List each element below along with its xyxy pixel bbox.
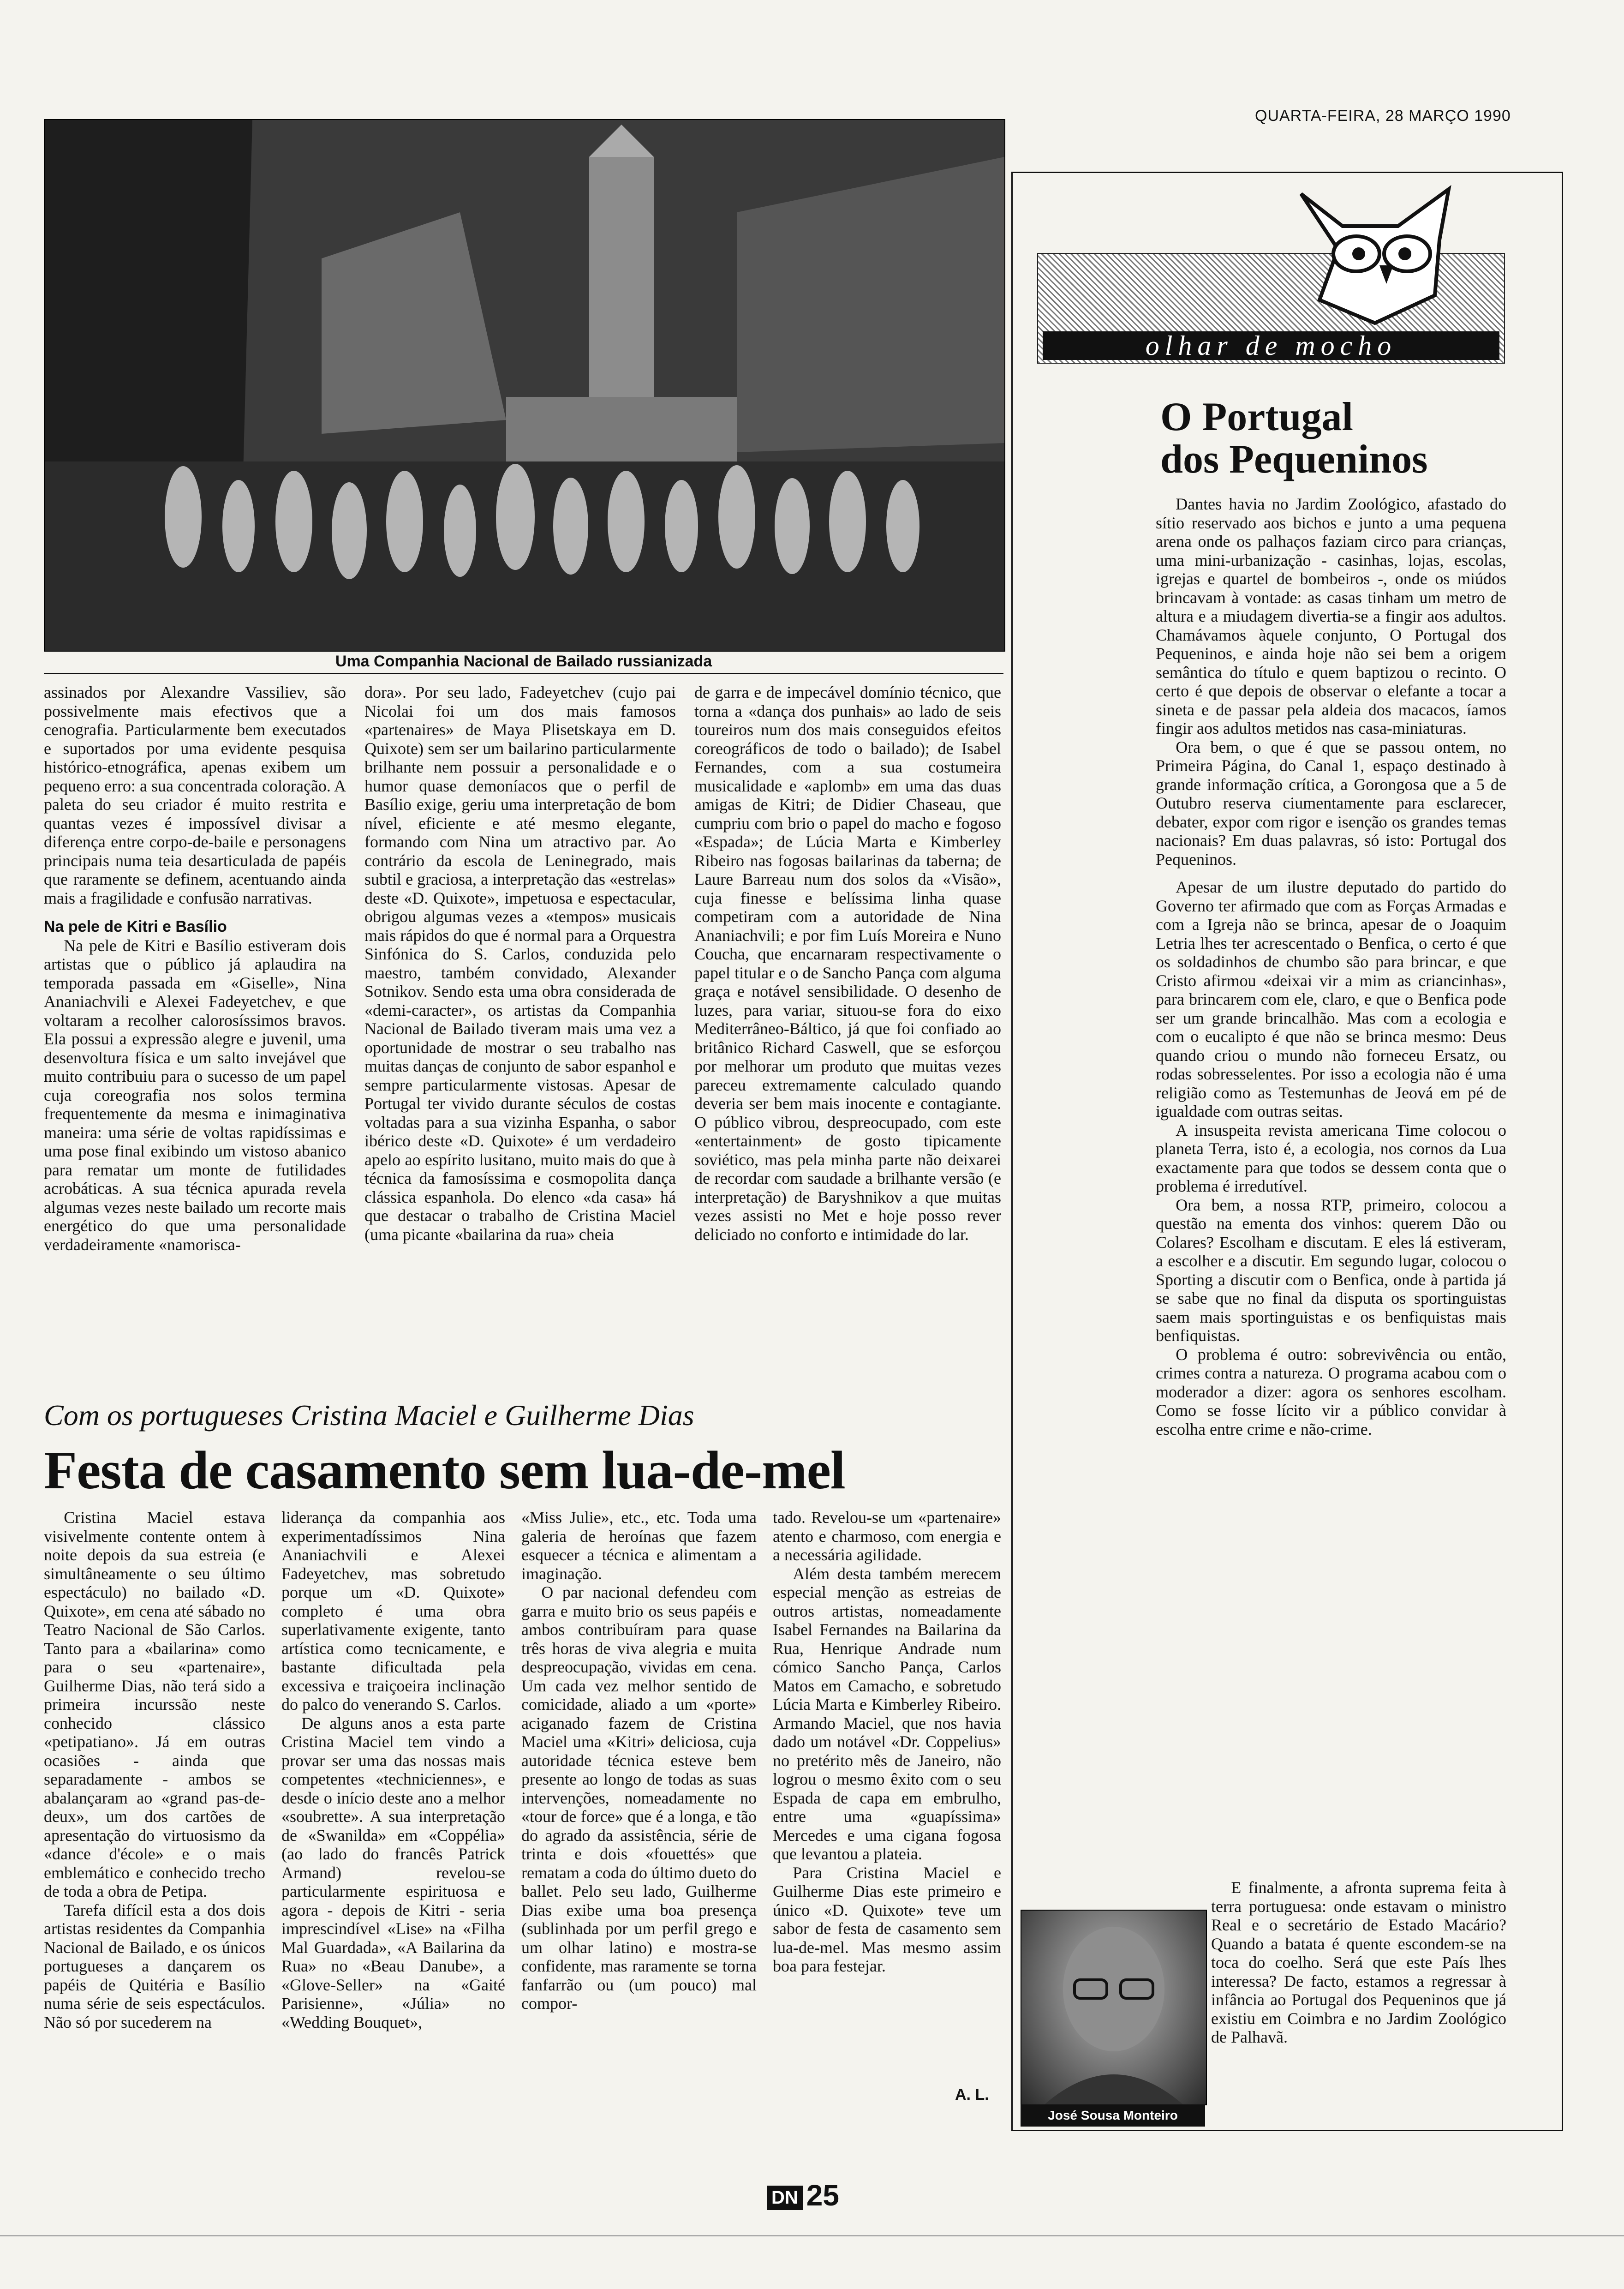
bottom-article-col-3 bbox=[521, 1508, 757, 2013]
paragraph: O par nacional defendeu com garra e muito brio os seus papéis e ambos contribuíram para quase três horas de viva alegria e muita despreocupação, vividas em cena. Um cada vez melhor sentido de comicidade, aliado a um «porte» aciganado fazem de Cristina Maciel uma «Kitri» deliciosa, cuja autoridade técnica esteve bem presente ao longo de todas as suas intervenções, nomeadamente no «tour de force» que é a longa, e tão do agrado da assistência, série de trinta e dois «fouettés» que rematam a coda do último dueto do ballet. Pelo seu lado, Guilherme Dias exibe uma boa presença (sublinhada por um perfil grego e um olhar latino) e mostra-se confidente, mas raramente se torna fanfarrão ou (um pouco) mal compor- bbox=[521, 1583, 757, 2013]
top-article-col-3 bbox=[694, 683, 1001, 1244]
paragraph: Ora bem, o que é que se passou ontem, no Primeira Página, do Canal 1, espaço destinado à grande informação crítica, a Gorongosa que a 5 de Outubro reserva ciumentamente para esclarecer, debater, expor com rigor e isenção os grandes temas nacionais? Em duas palavras, só isto: Portugal dos Pequeninos. bbox=[1156, 737, 1506, 869]
paragraph: Na pele de Kitri e Basílio estiveram dois artistas que o público já aplaudira na temporada passada em «Giselle», Nina Ananiachvili e Alexei Fadeyetchev, e que voltaram a recolher calorosíssimos bravos. Ela possui a expressão alegre e juvenil, uma desenvoltura física e um salto invejável que muito contribuiu para o sucesso de um papel cuja coreografia nos solos termina frequentemente da mesma e inimaginativa maneira: uma série de voltas rapidíssimas e uma pose final exibindo um vistoso abanico para rematar um monte de futilidades acrobáticas. A sua técnica apurada revela algumas vezes neste bailado um recorte mais energético do que uma personalidade verdadeiramente «namorisca- bbox=[44, 936, 346, 1254]
paragraph: assinados por Alexandre Vassiliev, são possivelmente mais efectivos que a cenografia. Particularmente bem executados e suportados por uma evidente pesquisa histórico-etnográfica, apenas exibem um pequeno erro: a sua concentrada coloração. A paleta do seu criador é muito restrita e quantas vezes é impossível divisar a diferença entre corpo-de-baile e personagens principais numa teia desarticulada de papéis que raramente se definem, acentuando ainda mais a fragilidade e confusão narrativas. bbox=[44, 683, 346, 907]
bottom-article-col-4 bbox=[773, 1508, 1001, 1976]
paragraph: Tarefa difícil esta a dos dois artistas residentes da Companhia Nacional de Bailado, e os únicos portugueses a dançarem os papéis de Quitéria e Basílio numa série de seis espectáculos. Não só por sucederem na bbox=[44, 1900, 265, 2031]
article-kicker: Com os portugueses Cristina Maciel e Guilherme Dias bbox=[44, 1399, 694, 1432]
column-name: olhar de mocho bbox=[1043, 331, 1499, 360]
paragraph: «Miss Julie», etc., etc. Toda uma galeria de heroínas que fazem esquecer a técnica e alimentam a imaginação. bbox=[521, 1508, 757, 1583]
sidebar-closing bbox=[1211, 1878, 1506, 2047]
paragraph: tado. Revelou-se um «partenaire» atento e charmoso, com energia e a necessária agilidade. bbox=[773, 1508, 1001, 1564]
sidebar-title: O Portugal dos Pequeninos bbox=[1160, 395, 1428, 482]
subheading: Na pele de Kitri e Basílio bbox=[44, 918, 227, 935]
owl-icon bbox=[1283, 185, 1458, 328]
article-headline: Festa de casamento sem lua-de-mel bbox=[44, 1440, 845, 1500]
paragraph: liderança da companhia aos experimentadíssimos Nina Ananiachvili e Alexei Fadeyetchev, mas sobretudo porque um «D. Quixote» completo é uma obra superlativamente exigente, tanto artística como tecnicamente, e bastante dificultada pela excessiva e traiçoeira inclinação do palco do venerando S. Carlos. bbox=[281, 1508, 505, 1714]
bottom-article-col-2 bbox=[281, 1508, 505, 2031]
bottom-article-col-1 bbox=[44, 1508, 265, 2031]
ballet-photo bbox=[44, 119, 1005, 652]
paragraph: A insuspeita revista americana Time colocou o planeta Terra, isto é, a ecologia, nos cornos da Lua exactamente para que todos se dessem conta que o problema é irredutível. bbox=[1156, 1121, 1506, 1195]
author-name: José Sousa Monteiro bbox=[1021, 2104, 1205, 2127]
page-number: 25 bbox=[806, 2179, 839, 2212]
paragraph: Apesar de um ilustre deputado do partido do Governo ter afirmado que com as Forças Armadas e com a Igreja não se brinca, apesar de o Joaquim Letria lhes ter acrescentado o Benfica, o certo é que os soldadinhos de chumbo são para brincar, e que Cristo afirmou «deixai vir a mim as criancinhas», para brincarem com ele, claro, e que o Benfica pode ser um grande brincalhão. Mas com a ecologia e com o eucalipto é que não se brinca mesmo: Deus quando criou o mundo não forneceu Ersatz, ou rodas sobresselentes. Por isso a ecologia não é uma religião como as Testemunhas de Jeová em pé de igualdade com outras seitas. bbox=[1156, 878, 1506, 1121]
bottom-rule bbox=[0, 2235, 1624, 2236]
paragraph: Ora bem, a nossa RTP, primeiro, colocou a questão na ementa dos vinhos: querem Dão ou Colares? Escolham e discutam. E eles lá estiveram, a escolher e a discutir. Em segundo lugar, colocou o Sporting a discutir com o Benfica, onde à partida já se sabe que no final da disputa os sportinguistas saem mais sportinguistas e os benfiquistas mais benfiquistas. bbox=[1156, 1195, 1506, 1345]
article-initials: A. L. bbox=[955, 2086, 989, 2103]
author-photo bbox=[1021, 1910, 1207, 2105]
paragraph: Cristina Maciel estava visivelmente contente ontem à noite depois da sua estreia (e simultâneamente o seu último espectáculo) no bailado «D. Quixote», em cena até sábado no Teatro Nacional de São Carlos. Tanto para a «bailarina» como para o seu «partenaire», Guilherme Dias, não terá sido a primeira incurssão neste conhecido clássico «petipatiano». Já em outras ocasiões - ainda que separadamente - ambos se abalançaram ao «grand pas-de-deux», um dos cartões de apresentação do virtuosismo da «dance d'école» e o mais emblemático e conhecido trecho de toda a obra de Petipa. bbox=[44, 1508, 265, 1900]
page-footer bbox=[767, 2178, 839, 2212]
sidebar-text bbox=[1156, 495, 1506, 1438]
paragraph: Para Cristina Maciel e Guilherme Dias este primeiro e único «D. Quixote» teve um sabor de festa de casamento sem lua-de-mel. Mas mesmo assim boa para festejar. bbox=[773, 1863, 1001, 1975]
dateline: QUARTA-FEIRA, 28 MARÇO 1990 bbox=[1255, 107, 1511, 125]
paragraph: Dantes havia no Jardim Zoológico, afastado do sítio reservado aos bichos e junto a uma pequena arena onde os palhaços faziam circo para crianças, uma mini-urbanização - casinhas, lojas, escolas, igrejas e quartel de bombeiros -, onde os miúdos brincavam à vontade: as casas tinham um metro de altura e a miudagem divertia-se a fingir aos adultos. Chamávamos àquele conjunto, O Portugal dos Pequeninos, e ainda hoje não sei bem a origem semântica do título e quem baptizou o recinto. O certo é que depois de observar o elefante a tocar a sineta e de passar pela aldeia dos macacos, íamos fingir aos adultos metidos nas casa-miniaturas. bbox=[1156, 495, 1506, 737]
paragraph: E finalmente, a afronta suprema feita à terra portuguesa: onde estavam o ministro Real e o secretário de Estado Macário? Quando a batata é quente escondem-se na toca do coelho. Será que este País lhes interessa? De facto, estamos a regressar à infância ao Portugal dos Pequeninos que já existiu em Coimbra e no Jardim Zoológico de Palhavã. bbox=[1211, 1878, 1506, 2046]
photo-caption: Uma Companhia Nacional de Bailado russianizada bbox=[44, 650, 1003, 674]
dn-logo-icon: DN bbox=[767, 2186, 803, 2210]
paragraph: O problema é outro: sobrevivência ou então, crimes contra a natureza. O programa acabou com o moderador a dizer: agora os senhores escolham. Como se fosse lícito vir a público convidar à escolha entre crime e não-crime. bbox=[1156, 1345, 1506, 1438]
paragraph: dora». Por seu lado, Fadeyetchev (cujo pai Nicolai foi um dos mais famosos «partenaires» de Maya Plisetskaya em D. Quixote) sem ser um bailarino particularmente brilhante nem possuir a personalidade e o humor quase demoníacos que o perfil de Basílio exige, geriu uma interpretação de bom nível, eficiente e até mesmo elegante, formando com Nina um atractivo par. Ao contrário da escola de Leninegrado, mais subtil e graciosa, a interpretação das «estrelas» deste «D. Quixote», impetuosa e espectacular, obrigou algumas vezes a «tempos» musicais mais rápidos do que é normal para a Orquestra Sinfónica do S. Carlos, conduzida pelo maestro, também convidado, Alexander Sotnikov. Sendo esta uma obra considerada de «demi-caracter», os artistas da Companhia Nacional de Bailado tiveram mais uma vez a oportunidade de mostrar o seu trabalho nas muitas danças de conjunto de sabor espanhol e sempre particularmente vistosas. Apesar de Portugal ter vivido durante séculos de costas voltadas para a sua vizinha Espanha, o sabor ibérico deste «D. Quixote» é um verdadeiro apelo ao espírito lusitano, muito mais do que à técnica da famosíssima e cosmopolita dança clássica espanhola. Do elenco «da casa» há que destacar o trabalho de Cristina Maciel (uma picante «bailarina da rua» cheia bbox=[364, 683, 676, 1244]
top-article-col-1 bbox=[44, 683, 346, 1254]
top-article-col-2 bbox=[364, 683, 676, 1244]
paragraph: De alguns anos a esta parte Cristina Maciel tem vindo a provar ser uma das nossas mais competentes «techniciennes», e desde o início deste ano a melhor «soubrette». A sua interpretação de «Swanilda» em «Coppélia» (ao lado do francês Patrick Armand) revelou-se particularmente espirituosa e agora - depois de Kitri - seria imprescindível «Lise» na «Filha Mal Guardada», «A Bailarina da Rua» no «Beau Danube», a «Glove-Seller» na «Gaité Parisienne», «Júlia» no «Wedding Bouquet», bbox=[281, 1714, 505, 2031]
paragraph: Além desta também merecem especial menção as estreias de outros artistas, nomeadamente Isabel Fernandes na Bailarina da Rua, Henrique Andrade num cómico Sancho Pança, Carlos Matos em Camacho, e sobretudo Lúcia Marta e Kimberley Ribeiro. Armando Maciel, que nos havia dado um notável «Dr. Coppelius» no pretérito mês de Janeiro, não logrou o mesmo êxito com o seu Espada de capa em embrulho, entre uma «guapíssima» Mercedes e uma cigana fogosa que levantou a plateia. bbox=[773, 1564, 1001, 1863]
paragraph: de garra e de impecável domínio técnico, que torna a «dança dos punhais» ao lado de seis toureiros num dos mais conseguidos efeitos coreográficos de todo o bailado); de Isabel Fernandes, com a sua costumeira musicalidade e «aplomb» em uma das duas amigas de Kitri; de Didier Chaseau, que cumpriu com brio o papel do macho e fogoso «Espada»; de Lúcia Marta e Kimberley Ribeiro nas fogosas bailarinas da taberna; de Laure Barreau num dos solos da «Visão», cuja finesse e belíssima linha quase competiram com a autoridade de Nina Ananiachvili; e por fim Luís Moreira e Nuno Coucha, que encarnaram respectivamente o papel titular e o de Sancho Pança com alguma graça e notável sensibilidade. O desenho de luzes, para variar, situou-se fora do eixo Mediterrâneo-Báltico, já que foi confiado ao britânico Richard Caswell, que se esforçou por melhorar um produto que muitas vezes pareceu extremamente calculado quando deveria ser bem mais inocente e contagiante. O público vibrou, despreocupado, com este «entertainment» de gosto tipicamente soviético, mas pela minha parte não deixarei de recordar com saudade a brilhante versão (e interpretação) de Baryshnikov a que muitas vezes assisti no Met e hoje posso rever deliciado no conforto e intimidade do lar. bbox=[694, 683, 1001, 1244]
